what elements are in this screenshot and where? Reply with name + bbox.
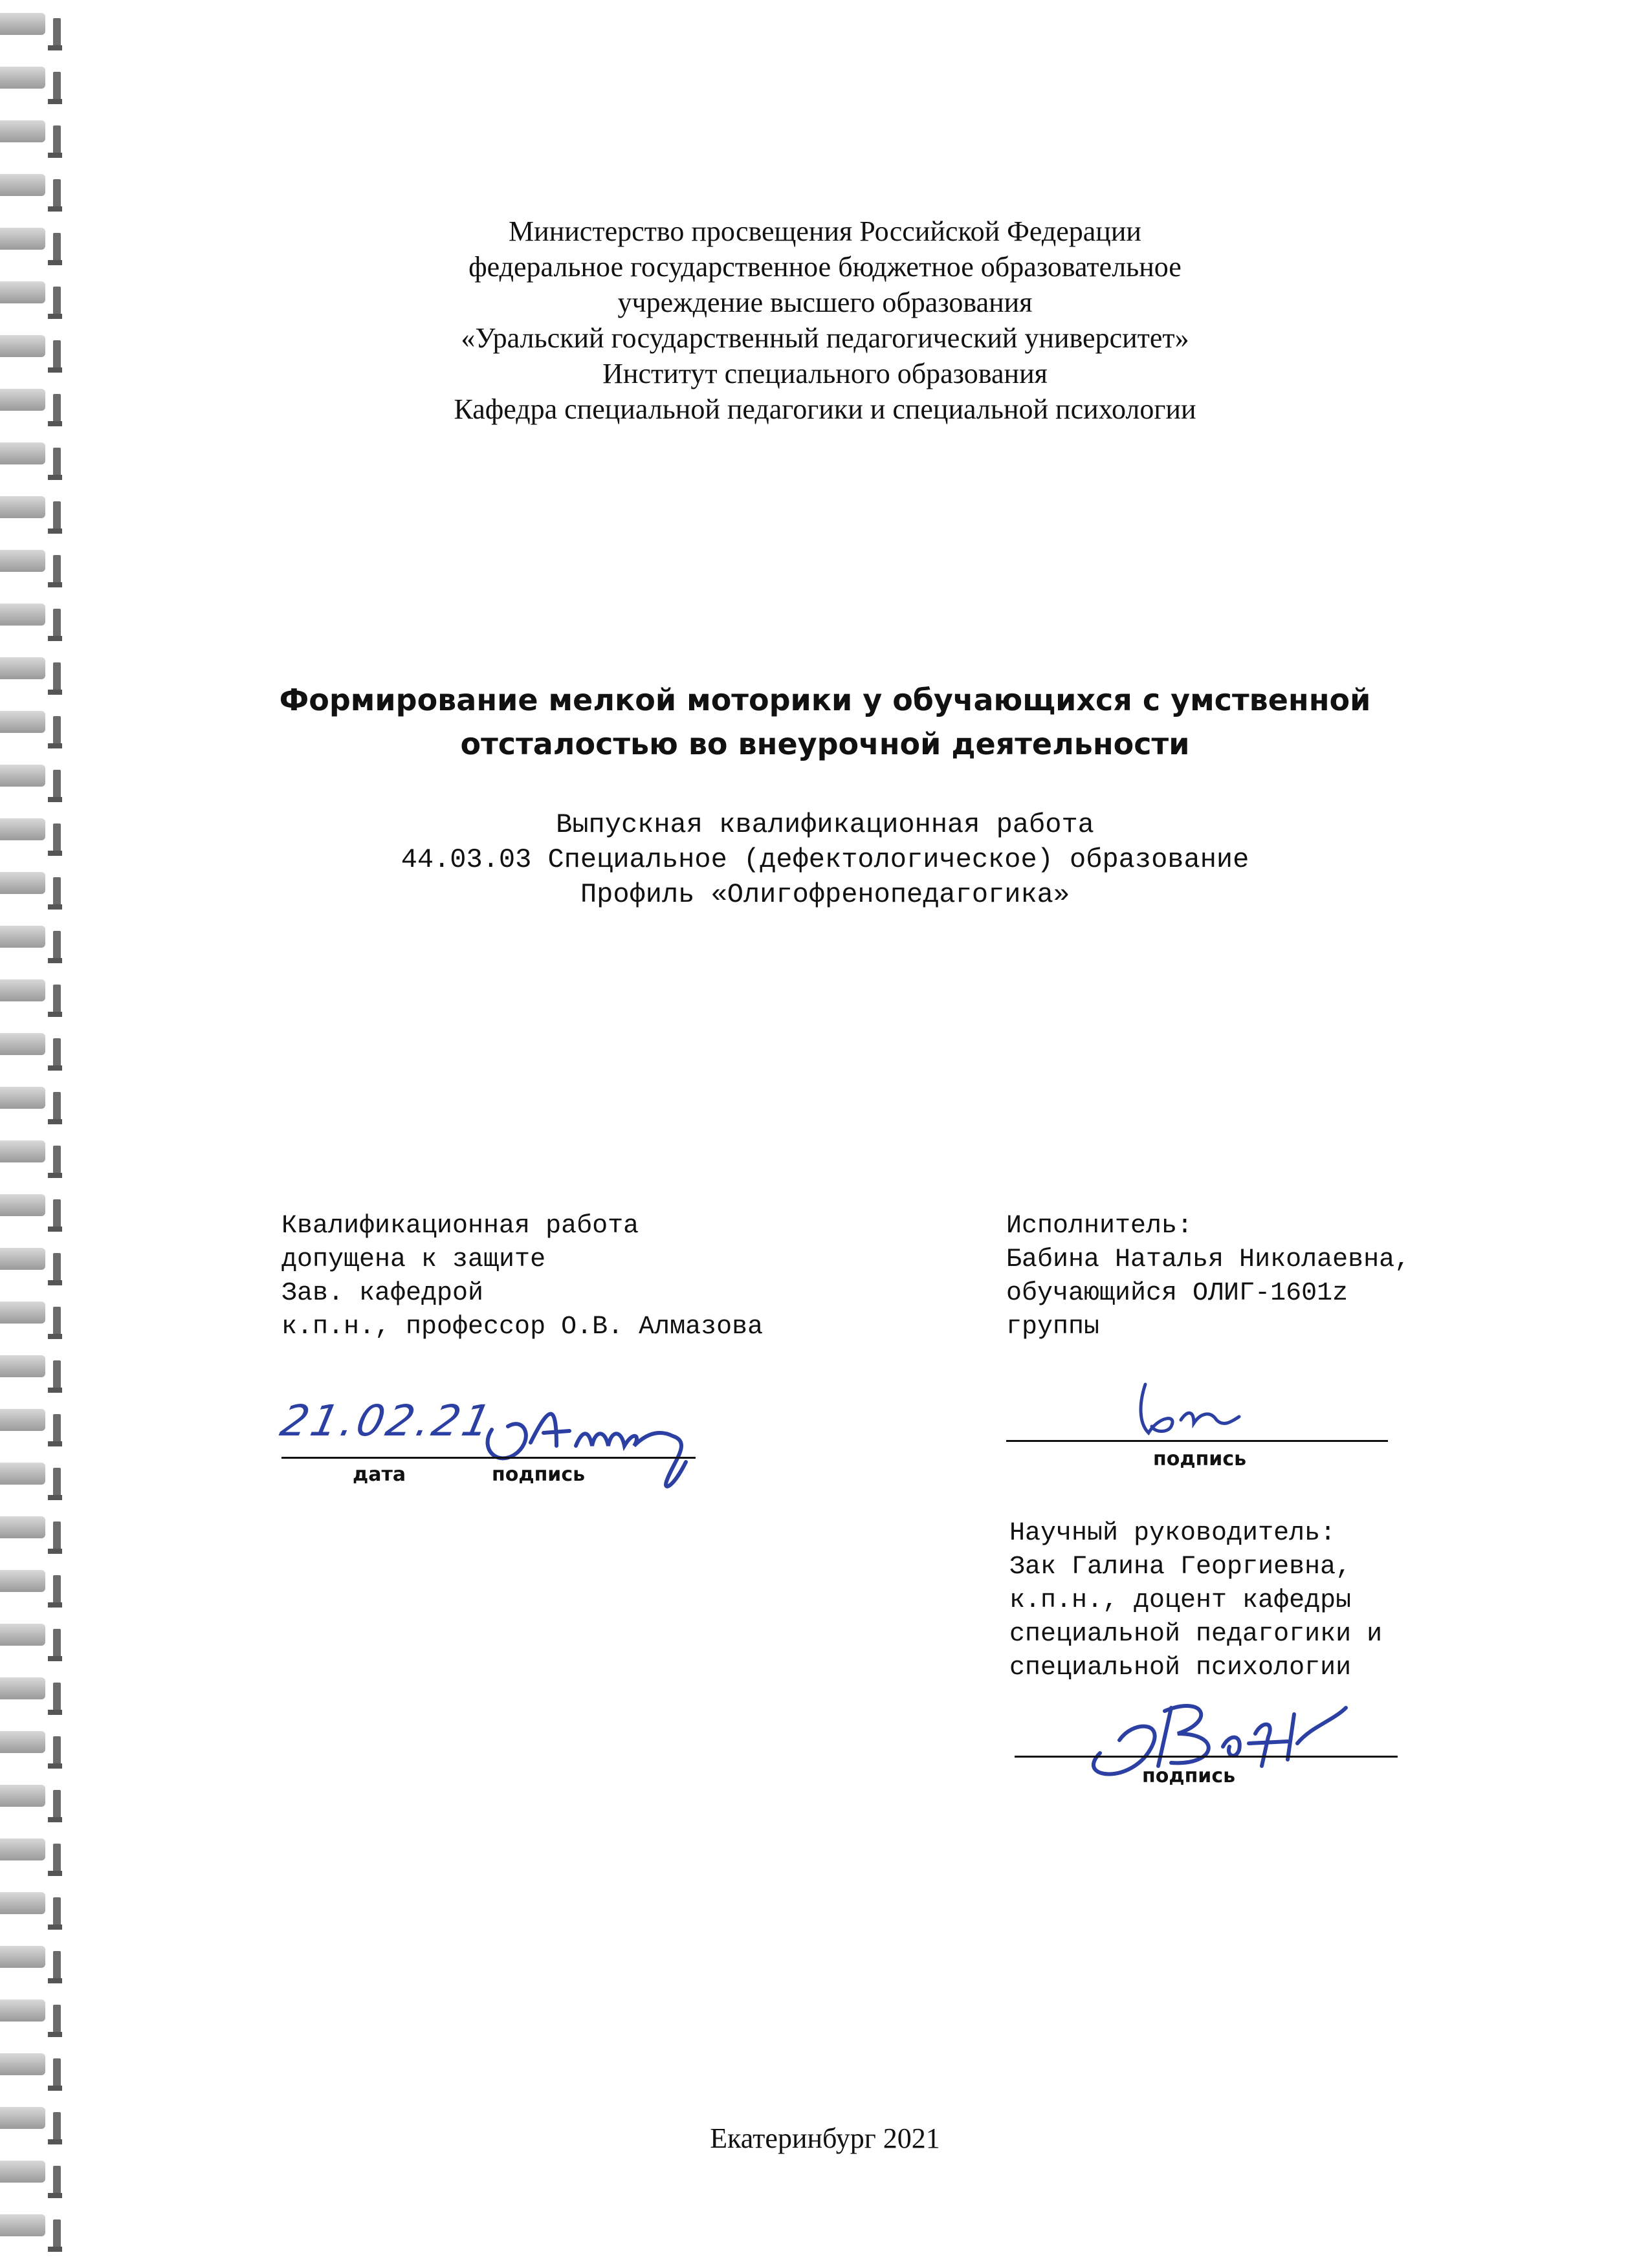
specialty: 44.03.03 Специальное (дефектологическое) образование: [401, 844, 1249, 875]
admission-line-2: допущена к защите: [281, 1245, 546, 1274]
executor-signature-line: [1006, 1440, 1388, 1442]
work-type: Выпускная квалификационная работа: [556, 809, 1094, 840]
department-line: Кафедра специальной педагогики и специальной психологии: [454, 393, 1196, 425]
supervisor-block: [1009, 1517, 1382, 1685]
executor-role: обучающийся ОЛИГ-1601z: [1006, 1279, 1348, 1308]
binding-ring: [0, 1838, 62, 1880]
profile: Профиль «Олигофренопедагогика»: [580, 879, 1070, 910]
binding-ring: [0, 550, 62, 591]
admission-line-3: Зав. кафедрой: [281, 1279, 484, 1308]
binding-ring: [0, 765, 62, 806]
binding-ring: [0, 2000, 62, 2041]
binding-ring: [0, 1624, 62, 1665]
binding-ring: [0, 1194, 62, 1236]
binding-ring: [0, 604, 62, 645]
binding-ring: [0, 1516, 62, 1558]
binding-ring: [0, 979, 62, 1021]
institution-type-line: федеральное государственное бюджетное образовательное: [468, 251, 1182, 283]
binding-ring: [0, 2161, 62, 2202]
supervisor-label: Научный руководитель:: [1009, 1519, 1336, 1548]
binding-ring: [0, 1087, 62, 1128]
binding-ring: [0, 1409, 62, 1450]
binding-ring: [0, 1033, 62, 1074]
admission-line-1: Квалификационная работа: [281, 1212, 639, 1241]
binding-ring: [0, 1731, 62, 1772]
thesis-title-line-1: Формирование мелкой моторики у обучающихся с умственной: [279, 682, 1371, 717]
admission-signature-line: [281, 1457, 696, 1459]
binding-ring: [0, 1785, 62, 1826]
executor-block: [1006, 1210, 1410, 1344]
binding-ring: [0, 496, 62, 538]
binding-ring: [0, 13, 62, 54]
executor-signature: [1119, 1371, 1249, 1443]
binding-ring: [0, 1570, 62, 1611]
thesis-title-line-2: отсталостью во внеурочной деятельности: [460, 726, 1190, 761]
binding-ring: [0, 120, 62, 162]
binding-ring: [0, 1946, 62, 1987]
binding-ring: [0, 67, 62, 108]
institution-header: [0, 213, 1650, 427]
binding-ring: [0, 2053, 62, 2095]
executor-name: Бабина Наталья Николаевна,: [1006, 1245, 1411, 1274]
binding-ring: [0, 174, 62, 215]
admission-signature-caption: подпись: [492, 1463, 586, 1486]
supervisor-department-1: специальной педагогики и: [1009, 1620, 1383, 1649]
thesis-title: [0, 678, 1650, 766]
binding-ring: [0, 1302, 62, 1343]
date-caption: дата: [353, 1463, 406, 1486]
work-info: [0, 807, 1650, 912]
admission-line-4: к.п.н., профессор О.В. Алмазова: [281, 1313, 764, 1342]
supervisor-signature-caption: подпись: [1142, 1765, 1236, 1787]
binding-ring: [0, 2214, 62, 2256]
binding-ring: [0, 926, 62, 967]
executor-group: группы: [1006, 1313, 1100, 1342]
institution-level-line: учреждение высшего образования: [617, 287, 1033, 318]
supervisor-department-2: специальной психологии: [1009, 1653, 1352, 1683]
institute-line: Институт специального образования: [602, 358, 1048, 389]
handwritten-date: 21.02.21: [276, 1396, 498, 1446]
supervisor-signature-line: [1015, 1756, 1398, 1758]
supervisor-degree: к.п.н., доцент кафедры: [1009, 1586, 1352, 1615]
ministry-line: Министерство просвещения Российской Федерации: [509, 215, 1141, 247]
binding-ring: [0, 1892, 62, 1934]
binding-ring: [0, 1463, 62, 1504]
binding-ring: [0, 1140, 62, 1182]
binding-ring: [0, 442, 62, 484]
university-name-line: «Уральский государственный педагогический университет»: [461, 322, 1189, 354]
executor-signature-caption: подпись: [1153, 1448, 1247, 1470]
supervisor-name: Зак Галина Георгиевна,: [1009, 1553, 1352, 1582]
binding-ring: [0, 1677, 62, 1719]
binding-ring: [0, 1355, 62, 1397]
binding-ring: [0, 1248, 62, 1289]
executor-label: Исполнитель:: [1006, 1212, 1193, 1241]
admission-block: [281, 1210, 763, 1344]
city-year: Екатеринбург 2021: [710, 2122, 940, 2154]
